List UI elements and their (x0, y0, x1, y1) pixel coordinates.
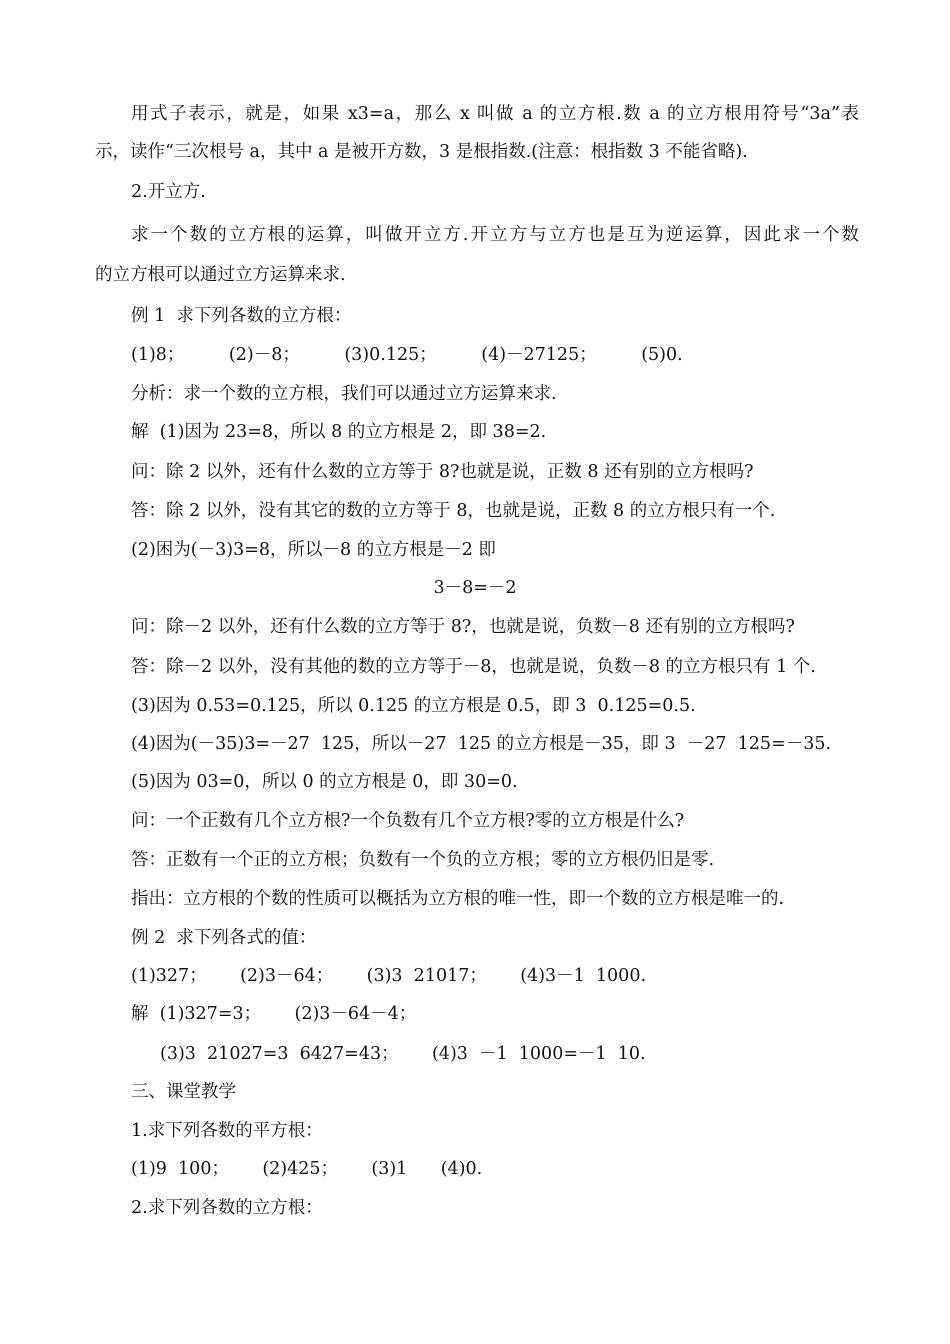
exercise-heading: 1.求下列各数的平方根： (131, 1121, 323, 1141)
problem-list: (1)327； (2)3－64； (3)3 21017； (4)3－1 1000. (131, 966, 647, 986)
paragraph-line: 分析：求一个数的立方根，我们可以通过立方运算来求. (131, 384, 557, 404)
question-line: 问：除 2 以外，还有什么数的立方等于 8?也就是说，正数 8 还有别的立方根吗? (131, 462, 754, 482)
solution-line: (3)因为 0.53=0.125，所以 0.125 的立方根是 0.5，即 3 0.125=0.5. (131, 696, 696, 716)
problem-list: (1)8； (2)－8； (3)0.125； (4)－27125； (5)0. (131, 345, 683, 365)
example-heading: 例 1 求下列各数的立方根： (131, 306, 352, 326)
answer-line: 答：除－2 以外，没有其他的数的立方等于－8，也就是说，负数－8 的立方根只有 1 个. (131, 657, 816, 677)
solution-line: (5)因为 03=0，所以 0 的立方根是 0，即 30=0. (131, 772, 518, 792)
solution-line: (3)3 21027=3 6427=43； (4)3 －1 1000=－1 10. (160, 1044, 646, 1064)
question-line: 问：一个正数有几个立方根?一个负数有几个立方根?零的立方根是什么? (131, 811, 685, 831)
paragraph-line: 求一个数的立方根的运算，叫做开立方.开立方与立方也是互为逆运算，因此求一个数 (131, 225, 859, 245)
section-heading: 三、课堂教学 (131, 1082, 236, 1102)
note-line: 指出：立方根的个数的性质可以概括为立方根的唯一性，即一个数的立方根是唯一的. (131, 889, 785, 909)
solution-line: (4)因为(－35)3=－27 125，所以－27 125 的立方根是－35，即 3 －27 125=－35. (131, 734, 832, 754)
question-line: 问：除－2 以外，还有什么数的立方等于 8?，也就是说，负数－8 还有别的立方根吗? (131, 617, 795, 637)
paragraph-line: 的立方根可以通过立方运算来求. (95, 265, 346, 285)
solution-line: 解 (1)因为 23=8，所以 8 的立方根是 2，即 38=2. (131, 422, 547, 442)
solution-line: 解 (1)327=3； (2)3－64－4； (131, 1004, 417, 1024)
example-heading: 例 2 求下列各式的值： (131, 928, 317, 948)
section-heading: 2.开立方. (131, 182, 206, 202)
paragraph-line: 用式子表示，就是，如果 x3=a，那么 x 叫做 a 的立方根.数 a 的立方根用符号“3a”表 (131, 104, 859, 124)
equation-line: 3－8=－2 (433, 578, 517, 598)
exercise-heading: 2.求下列各数的立方根： (131, 1198, 323, 1218)
problem-list: (1)9 100； (2)425； (3)1 (4)0. (131, 1159, 483, 1179)
answer-line: 答：除 2 以外，没有其它的数的立方等于 8，也就是说，正数 8 的立方根只有一个. (131, 501, 776, 521)
paragraph-line: 示，读作“三次根号 a，其中 a 是被开方数，3 是根指数.(注意：根指数 3 不能省略). (95, 142, 748, 162)
answer-line: 答：正数有一个正的立方根；负数有一个负的立方根；零的立方根仍旧是零. (131, 850, 715, 870)
solution-line: (2)困为(－3)3=8，所以－8 的立方根是－2 即 (131, 540, 496, 560)
